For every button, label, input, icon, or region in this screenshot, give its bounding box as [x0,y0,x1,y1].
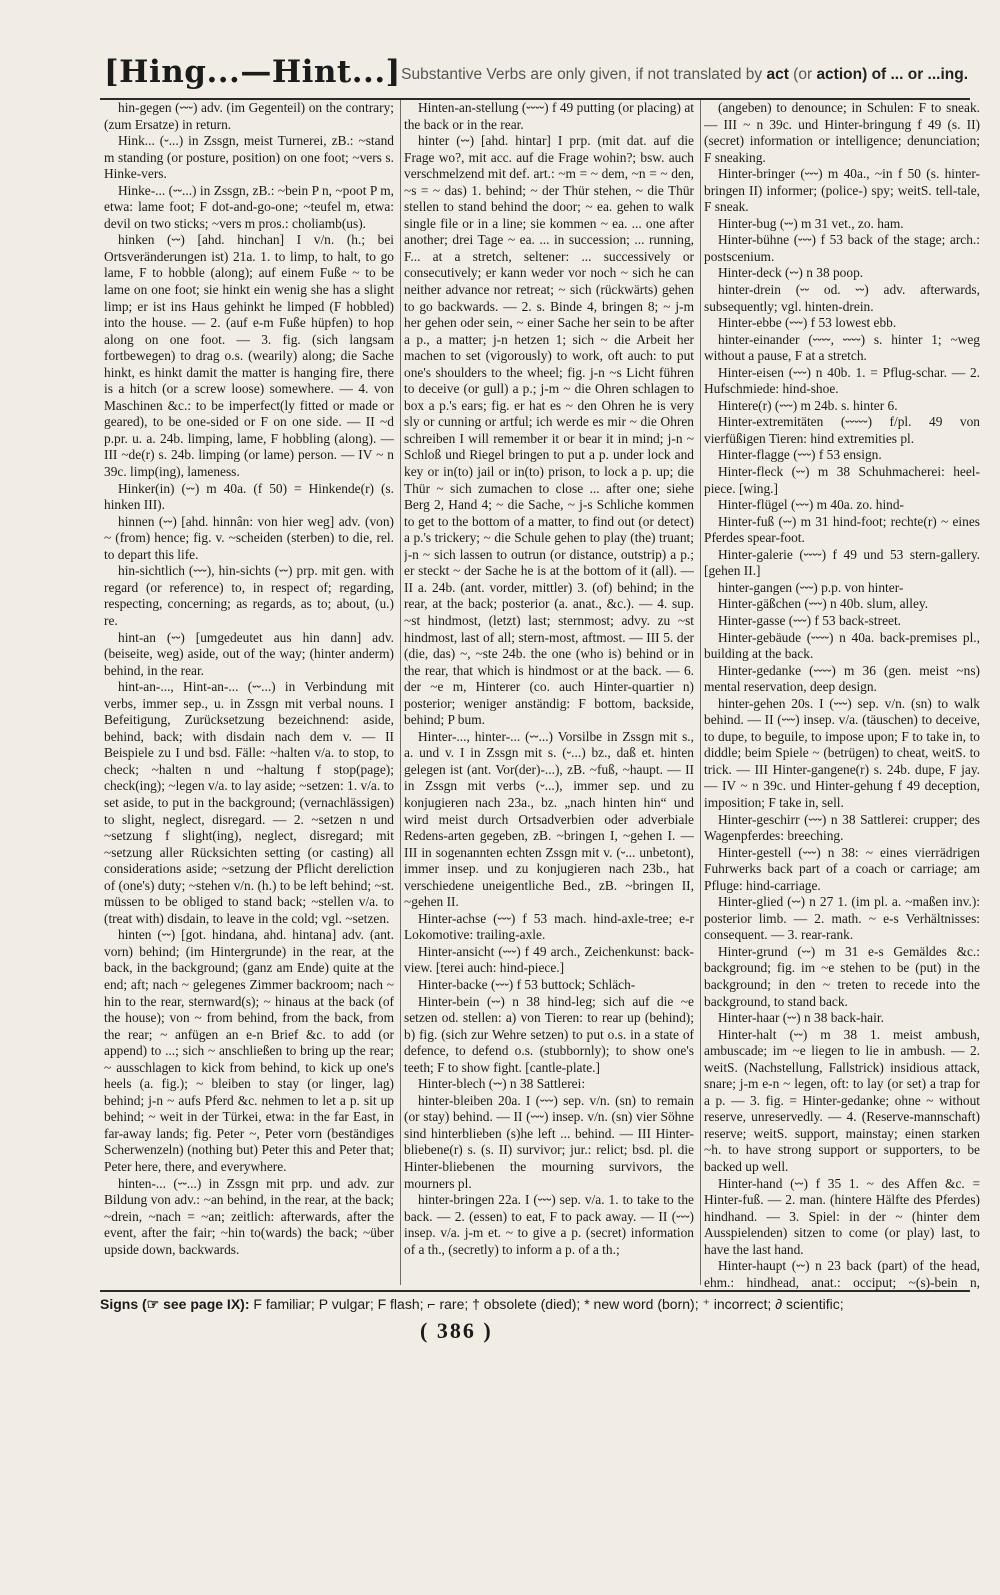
dictionary-entry: hint-an (⏑⏑) [umgedeutet aus hin dann] adv. (beiseite, weg) aside, out of the way; (hinter anderm) behind, in the rear. [104,629,394,678]
dictionary-entry: Hinker(in) (⏑⏑) m 40a. (f 50) = Hinkende(r) (s. hinken III). [104,480,394,513]
dictionary-entry: Hinter-flügel (⏑⏑⏑) m 40a. zo. hind- [718,497,905,513]
header-note [401,66,968,84]
column-divider [400,100,401,1285]
column-divider [700,100,701,1285]
dictionary-entry: Hinter-bug (⏑⏑) m 31 vet., zo. ham. [718,215,904,231]
dictionary-entry: Hinter-deck (⏑⏑) n 38 poop. [718,265,864,281]
dictionary-entry: Hinter-bühne (⏑⏑⏑) f 53 back of the stage; arch.: postscenium. [704,232,980,264]
dictionary-entry: Hinter-..., hinter-... (⏑⏑...) Vorsilbe in Zssgn mit s., a. und v. I in Zssgn mit s. (⏑...) bz., daß et. hinten gelegen ist (ant. Vor(der)-...), zB. ~fuß, ~haupt. — II in Zssgn mit verbs (⏑...), immer sep. und zu konjugieren nach 23a., bz. „nach hinten hin“ und wird meist durch Ortsadverbien oder adverbiale Redens-arten gegeben, zB. ~bringen I, ~gehen I. — III in sogenannten echten Zssgn mit v. (⏑... unbetont), immer insep. und zu konjugieren nach 23b., hat verschiedene uneigentliche Bed., zB. ~bringen II, ~gehen II. [404,728,694,910]
dictionary-entry: Hinter-gestell (⏑⏑⏑) n 38: ~ eines vierrädrigen Fuhrwerks back part of a coach or carriage; am Pfluge: hind-carriage. [704,844,980,893]
dictionary-entry: Hinter-bein (⏑⏑) n 38 hind-leg; sich auf die ~e setzen od. stellen: a) von Tieren: to rear up (behind); b) fig. (sich zur Wehre setzen) to put o.s. in a state of defence, to defend o.s. (stubbornly); to show one's teeth; F to show fight. [cantle-plate.] [404,993,694,1075]
dictionary-entry: hinter-bleiben 20a. I (⏑⏑⏑) sep. v/n. (sn) to remain (or stay) behind. — II (⏑⏑⏑) insep. v/n. (sn) vier Söhne sind hinterblieben (s)he left ... behind. — III Hinter-bliebene(r) s. (s. II) survivor; jur.: relict; bsd. pl. die Hinter-bliebenen the mourning survivors, the mourners pl. [404,1092,694,1191]
page-header [100,54,980,96]
header-note-of: of ... or ...ing. [871,66,968,83]
column-2 [404,100,694,1290]
dictionary-entry: hinter-einander (⏑⏑⏑⏑, ⏑⏑⏑⏑) s. hinter 1; ~weg without a pause, F at a stretch. [704,331,980,364]
dictionary-entry: Hinter-bringer (⏑⏑⏑) m 40a., ~in f 50 (s. hinter-bringen II) informer; (police-) spy; weitS. tell-tale, F sneak. [704,166,980,215]
page-number: ( 386 ) [420,1318,493,1343]
dictionary-entry: hin-gegen (⏑⏑⏑) adv. (im Gegenteil) on the contrary; (zum Ersatze) in return. [104,100,394,132]
dictionary-entry: Hintere(r) (⏑⏑⏑) m 24b. s. hinter 6. [718,397,898,413]
dictionary-entry: Hinter-fuß (⏑⏑) m 31 hind-foot; rechte(r) ~ eines Pferdes spear-foot. [704,513,980,546]
dictionary-entry: Hinter-fleck (⏑⏑) m 38 Schuhmacherei: heel-piece. [wing.] [704,464,980,496]
column-1 [104,100,394,1290]
dictionary-entry: Hinter-hand (⏑⏑) f 35 1. ~ des Affen &c. = Hinter-fuß. — 2. man. (hintere Hälfte des Pferdes) hindhand. — 3. Spiel: in der ~ (hinter dem Ausspielenden) sitzen to come (or play) last, to have the last hand. [704,1175,980,1257]
dictionary-entry: Hinter-backe (⏑⏑⏑) f 53 buttock; Schläch- [418,976,636,992]
dictionary-entry: Hink... (⏑...) in Zssgn, meist Turnerei, zB.: ~stand m standing (or posture, position) on one foot; ~vers s. Hinke-vers. [104,133,394,182]
signs-legend [100,1296,970,1313]
column-3 [704,100,980,1290]
dictionary-entry: hinnen (⏑⏑) [ahd. hinnân: von hier weg] adv. (von) ~ (from) hence; fig. v. ~scheiden (sterben) to die, rel. to depart this life. [104,513,394,562]
dictionary-entry: Hinter-gäßchen (⏑⏑⏑) n 40b. slum, alley. [718,596,929,612]
dictionary-entry: Hinter-achse (⏑⏑⏑) f 53 mach. hind-axle-tree; e-r Lokomotive: trailing-axle. [404,910,694,943]
dictionary-entry: hinter (⏑⏑) [ahd. hintar] I prp. (mit dat. auf die Frage wo?, mit acc. auf die Frage wohin?; bsw. auch verschmelzend mit def. art.: ~m = ~ dem, ~n = ~ den, ~s = ~ das) 1. behind; ~ der Thür stehen, ~ die Thür stellen to stand behind the door; ~ ea. gehen to walk single file or in a line; sie kommen ~ ea. ... one after another; drei Tage ~ ea. ... in succession; ... running, F... at a stretch, seltener: ... successively or consecutively; er kann weder vor noch ~ sich he can neither advance nor retreat; ~ sich (rückwärts) gehen to go backwards. — 2. s. Binde 4, bringen 8; ~ j-m her gehen oder sein, ~ einer Sache her sein to be after a p., a matter; j-n hetzen 1; sich ~ die Arbeit her machen to set (vigorously) to work, oft auch: to put one's shoulders to the wheel; fig. j-n ~s Licht führen to deceive (or gull) a p.; j-m ~ die Ohren schlagen to box a p.'s ears; fig. er hat es ~ den Ohren he is very sly or cunning or artful; ich werde es mir ~ die Ohren schreiben I will remember it or bear it in mind; j-n ~ Schloß und Riegel bringen to put a p. under lock and key or in(to) jail or in(to) prison, to lock a p. up; die Thür ~ sich zumachen to close ... after one; siehe Berg 2, Hand 4; ~ die Sache, ~ j-s Schliche kommen to get to the bottom of a matter, to find out (or detect) a p.'s trickery; ~ die Schule gehen to play (the) truant; j-n ~ sich lassen to outrun (or distance, outstrip) a p.; er steckt ~ der Sache he is at the bottom of it (all). — II a. 24b. (ant. vorder, mittler) 3. (of) behind; in the rear, at the back; posterior (a. anat., &c.). — 4. sup. ~st hindmost, (letzt) last; sternmost; advy. zu ~st hindmost, last of all; stern-most, aftmost. — III 5. der (die, das) ~, ~ste 24b. the one (who is) behind or in the rear, that which is hindmost or at the back. — 6. der ~e m, Hinterer (co. auch Hinter-quartier n) posterior; weniger anständig: F bottom, backside, behind; P bum. [404,133,694,728]
dictionary-entry: Hinter-blech (⏑⏑) n 38 Sattlerei: [418,1076,586,1092]
header-note-action: action) [816,66,868,83]
dictionary-entry: (angeben) to denounce; in Schulen: F to sneak. — III ~ n 39c. und Hinter-bringung f 49 (s. II) (secret) information or intelligence; denunciation; F sneaking. [704,100,980,165]
dictionary-entry: hint-an-..., Hint-an-... (⏑⏑...) in Verbindung mit verbs, immer sep., u. in Zssgn mit verbal nouns. I Befeitigung, Zurücksetzung bezeichnend: aside, behind, back; with disdain nach dem v. — II Beispiele zu I und bsd. Fälle: ~halten v/a. to stop, to check; ~halten n und ~haltung f stop(page); check(ing); ~legen v/a. to lay aside; ~setzen: 1. v/a. to set aside, to put in the background; (vernachlässigen) to slight, neglect, disregard. — 2. ~setzen n und ~setzung f slight(ing), neglect, disregard; mit ~setzung aller Rücksichten setting (or casting) all considerations aside; ~setzung der Pflicht dereliction of (one's) duty; ~stehen v/n. (h.) to be left behind; ~st. müssen to be obliged to stand back; ~stellen v/a. to (treat with) disdain, to leave in the cold; vgl. ~setzen. [104,679,394,926]
dictionary-entry: hinter-gangen (⏑⏑⏑) p.p. von hinter- [718,579,904,595]
dictionary-entry: hin-sichtlich (⏑⏑⏑), hin-sichts (⏑⏑) prp. mit gen. with regard (or reference) to, in respect of; regarding, respecting, concerning; as regards, as to; about, (u.) re. [104,563,394,628]
dictionary-entry: hinten (⏑⏑) [got. hindana, ahd. hintana] adv. (ant. vorn) behind; (im Hintergrunde) in the rear, at the back, in the background; (ganz am Ende) quite at the end; aft; nach ~ gelegenes Zimmer backroom; nach ~ hin to the rear, sternward(s); ~ hinaus at the back (of the house); von ~ from behind, from the back, from the rear; ~ anfügen an e-n Brief &c. to add (or append) to ...; sich ~ anschließen to bring up the rear; ~ ausschlagen to kick from behind, to kick up one's heels (a. fig.); ~ bleiben to stay (or linger, lag) behind; j-n ~ aufs Pferd &c. nehmen to let a p. sit up behind; ~ weit in der Türkei, etwa: in the far East, in far-away lands; fig. Peter ~, Peter vorn (beständiges Scherwenzeln) (nothing but) Peter this and Peter that; Peter here, there, and everywhere. [104,927,394,1174]
signs-text: F familiar; P vulgar; F flash; ⌐ rare; † obsolete (died); * new word (born); ⁺ incorrect; ∂ scientific; [253,1296,844,1312]
dictionary-entry: Hinter-haar (⏑⏑) n 38 back-hair. [718,1010,884,1026]
footer-rule [100,1290,970,1292]
running-head: [Hing...—Hint...] [104,54,401,90]
dictionary-entry: Hinter-galerie (⏑⏑⏑⏑) f 49 und 53 stern-gallery. [gehen II.] [704,546,980,579]
dictionary-entry: hinter-drein (⏑⏑ od. ⏑⏑) adv. afterwards, subsequently; vgl. hinten-drein. [704,282,980,314]
dictionary-entry: Hinter-haupt (⏑⏑) n 23 back (part) of the head, ehm.: hindhead, anat.: occiput; ~(s)-bein n, [704,1258,980,1290]
dictionary-entry: Hinter-grund (⏑⏑) m 31 e-s Gemäldes &c.: background; fig. im ~e stehen to be (put) in the background; in den ~ treten to recede into the background, to stand back. [704,943,980,1009]
dictionary-entry: Hinter-extremitäten (⏑⏑⏑⏑⏑) f/pl. 49 von vierfüßigen Tieren: hind extremities pl. [704,414,980,446]
header-note-prefix: Substantive Verbs are only given, if not translated by [401,66,763,83]
dictionary-entry: Hinter-eisen (⏑⏑⏑) n 40b. 1. = Pflug-schar. — 2. Hufschmiede: hind-shoe. [704,364,980,397]
dictionary-entry: Hinter-gebäude (⏑⏑⏑⏑) n 40a. back-premises pl., building at the back. [704,629,980,662]
dictionary-entry: hinken (⏑⏑) [ahd. hinchan] I v/n. (h.; bei Ortsveränderungen ist) 21a. 1. to limp, to halt, to go lame, F to hobble (along); auf einem Fuße ~ to be lame on one foot; sie hinkt ein wenig she has a slight limp; er ist ins Haus gehinkt he limped (F hobbled) into the house. — 2. (auf e-m Fuße hüpfen) to hop along on one foot. — 3. fig. (sich langsam fortbewegen) to drag o.s. (wearily) along; die Sache hinkt, es hinkt damit the matter is hanging fire, there is a hitch (or a screw loose) somewhere. — 4. von Maschinen &c.: to be imperfect(ly fitted or made or geared), to be one-sided or F on one side. — II ~d p.pr. u. a. 24b. limping, lame, F hobbling (along). — III ~de(r) s. 24b. limping (or lame) person. — IV ~ n 39c. limp(ing), lameness. [104,232,394,480]
dictionary-entry: Hinter-glied (⏑⏑) n 27 1. (im pl. a. ~maßen inv.): posterior limb. — 2. math. ~ e-s Verhältnisses: consequent. — 3. rear-rank. [704,894,980,943]
dictionary-entry: Hinter-flagge (⏑⏑⏑) f 53 ensign. [718,447,882,463]
dictionary-entry: Hinter-gedanke (⏑⏑⏑⏑) m 36 (gen. meist ~ns) mental reservation, deep design. [704,662,980,695]
dictionary-entry: Hinter-geschirr (⏑⏑⏑) n 38 Sattlerei: crupper; des Wagenpferdes: breeching. [704,811,980,844]
dictionary-entry: hinter-gehen 20s. I (⏑⏑⏑) sep. v/n. (sn) to walk behind. — II (⏑⏑⏑) insep. v/a. (täuschen) to deceive, to dupe, to beguile, to impose upon; F to take in, to diddle; beim Spiele ~ (betrügen) to cheat, weitS. to trick. — III Hinter-gangene(r) s. 24b. dupe, F jay. — IV ~ n 39c. und Hinter-gehung f 49 deception, imposition; F take in, sell. [704,695,980,810]
header-note-act: act [766,66,789,83]
signs-label: Signs (☞ see page IX): [100,1296,250,1312]
dictionary-entry: hinter-bringen 22a. I (⏑⏑⏑) sep. v/a. 1. to take to the back. — 2. (essen) to eat, F to pack away. — II (⏑⏑⏑) insep. v/a. j-m et. ~ to give a p. (secret) information of a th., (secretly) to inform a p. of a th.; [404,1192,694,1257]
dictionary-entry: Hinter-ansicht (⏑⏑⏑) f 49 arch., Zeichenkunst: back-view. [terei auch: hind-piece.] [404,943,694,976]
dictionary-columns [104,100,984,1290]
dictionary-entry: Hinter-halt (⏑⏑) m 38 1. meist ambush, ambuscade; im ~e liegen to lie in ambush. — 2. weitS. (Nachstellung, Fallstrick) insidious attack, snare; j-m e-n ~ legen, oft: to lay (or set) a trap for a p. — 3. fig. = Hinter-gedanke; ohne ~ without reserve, unreservedly. — 4. (Reserve-mannschaft) reserve; weitS. support, mainstay; einen starken ~h. to have strong support or supporters, to be backed up well. [704,1026,980,1174]
dictionary-entry: Hinten-an-stellung (⏑⏑⏑⏑) f 49 putting (or placing) at the back or in the rear. [404,100,694,132]
dictionary-entry: Hinter-gasse (⏑⏑⏑) f 53 back-street. [718,612,902,628]
dictionary-entry: hinten-... (⏑⏑...) in Zssgn mit prp. und adv. zur Bildung von adv.: ~an behind, in the rear, at the back; ~drein, ~nach = ~an; zeitlich: afterwards, after the event, after the fair; ~hin to(wards) the back; ~über upside down, backwards. [104,1175,394,1257]
dictionary-entry: Hinter-ebbe (⏑⏑⏑) f 53 lowest ebb. [718,315,897,331]
dictionary-entry: Hinke-... (⏑⏑...) in Zssgn, zB.: ~bein P n, ~poot P m, etwa: lame foot; F dot-and-go-one; ~teufel m, etwa: devil on two sticks; ~vers m pros.: choliamb(us). [104,182,394,231]
header-note-or: (or [793,66,813,83]
